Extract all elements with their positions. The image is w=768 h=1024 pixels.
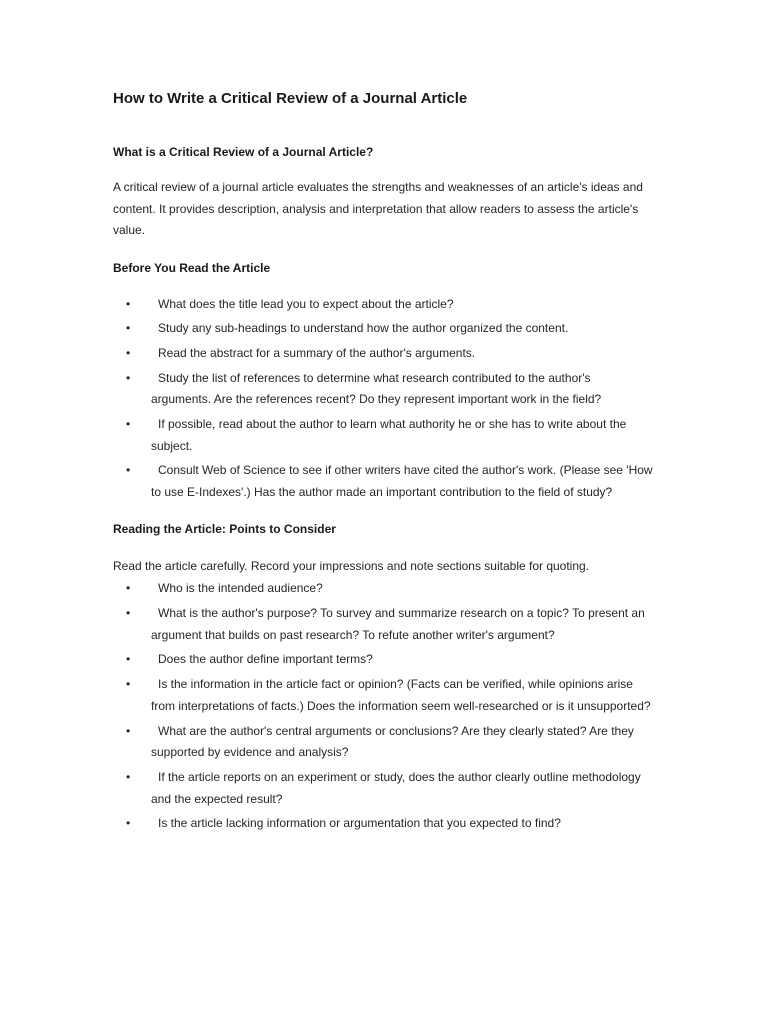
bullet-icon: • xyxy=(126,417,131,432)
list-item-text: What is the author's purpose? To survey and summarize research on a topic? To present an argument that builds on past research? To refute another writer's argument? xyxy=(151,606,645,642)
list-item-text: What are the author's central arguments or conclusions? Are they clearly stated? Are they supported by evidence and analysis? xyxy=(151,723,634,760)
document-body xyxy=(113,86,653,838)
list-item-text: Study any sub-headings to understand how the author organized the content. xyxy=(158,321,569,336)
list-item xyxy=(113,578,653,600)
list-item xyxy=(113,649,653,671)
list-item xyxy=(113,294,653,316)
bullet-icon: • xyxy=(126,345,131,360)
bullet-icon: • xyxy=(126,723,131,738)
bullet-icon: • xyxy=(126,652,131,667)
points-to-consider-list xyxy=(113,578,653,835)
before-reading-list xyxy=(113,294,653,504)
document-title: How to Write a Critical Review of a Journal Article xyxy=(113,90,468,107)
bullet-icon: • xyxy=(126,296,131,311)
list-item-text: Does the author define important terms? xyxy=(158,652,373,667)
bullet-icon: • xyxy=(126,370,131,385)
list-item-text: What does the title lead you to expect about the article? xyxy=(158,296,454,311)
list-item xyxy=(113,460,653,503)
bullet-icon: • xyxy=(126,816,131,831)
list-item xyxy=(113,767,653,810)
bullet-icon: • xyxy=(126,769,131,784)
reading-paragraph: Read the article carefully. Record your impressions and note sections suitable for quoting. xyxy=(113,558,590,573)
list-item xyxy=(113,603,653,646)
list-item xyxy=(113,318,653,340)
list-item-text: Study the list of references to determine what research contributed to the author's arguments. Are the references recent? Do they represent important work in the field? xyxy=(151,370,602,407)
bullet-icon: • xyxy=(126,321,131,336)
heading-what-is-critical-review: What is a Critical Review of a Journal Article? xyxy=(113,145,374,159)
list-item xyxy=(113,368,653,411)
bullet-icon: • xyxy=(126,463,131,478)
list-item-text: Consult Web of Science to see if other writers have cited the author's work. (Please see 'How to use E-Indexes'.) Has the author made an important contribution to the field of study? xyxy=(151,463,653,500)
list-item xyxy=(113,813,653,835)
list-item xyxy=(113,414,653,457)
list-item-text: If possible, read about the author to learn what authority he or she has to write about the subject. xyxy=(151,417,627,453)
list-item-text: If the article reports on an experiment or study, does the author clearly outline methodology and the expected result? xyxy=(151,769,641,806)
heading-before-you-read: Before You Read the Article xyxy=(113,260,271,275)
list-item-text: Read the abstract for a summary of the author's arguments. xyxy=(158,345,476,360)
bullet-icon: • xyxy=(126,581,131,596)
list-item-text: Is the article lacking information or argumentation that you expected to find? xyxy=(158,816,561,831)
list-item xyxy=(113,674,653,717)
list-item xyxy=(113,721,653,764)
bullet-icon: • xyxy=(126,606,131,621)
list-item xyxy=(113,343,653,365)
list-item-text: Who is the intended audience? xyxy=(158,581,323,596)
bullet-icon: • xyxy=(126,677,131,692)
heading-reading-the-article: Reading the Article: Points to Consider xyxy=(113,521,336,536)
intro-paragraph: A critical review of a journal article evaluates the strengths and weaknesses of an article's ideas and content. It provides description, analysis and interpretation that allow readers to assess the article's value. xyxy=(113,180,643,237)
list-item-text: Is the information in the article fact or opinion? (Facts can be verified, while opinions arise from interpretations of facts.) Does the information seem well-researched or is it unsupported? xyxy=(151,677,651,713)
